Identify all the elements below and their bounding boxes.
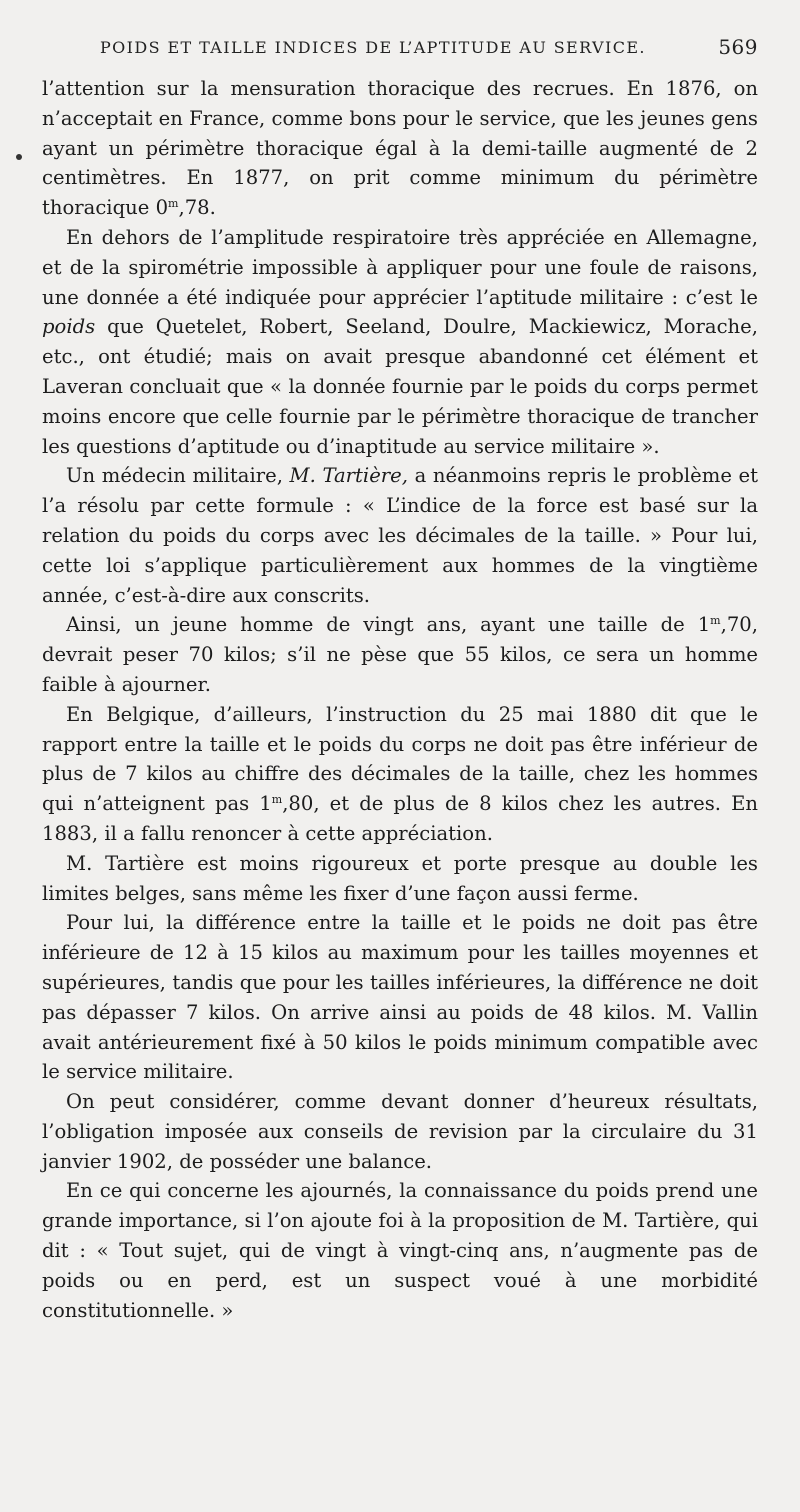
paragraph-2-text-b: que Quetelet, Robert, Seeland, Doulre, Mackiewicz, Morache, etc., ont étudié; mais on avait presque abandonné cet élément et Laveran concluait que « la donnée fournie par le poids du corps permet moins encore que celle fournie par le périmètre thoracique de trancher les questions d’aptitude ou d’inaptitude au service militaire ». bbox=[42, 315, 758, 458]
paragraph-3 bbox=[42, 461, 758, 610]
paragraph-4-text-b: ,70, devrait peser 70 kilos; s’il ne pèse que 55 kilos, ce sera un homme faible à ajourner. bbox=[42, 613, 758, 696]
paragraph-1 bbox=[42, 74, 758, 223]
paragraph-1-text-a: l’attention sur la mensuration thoracique des recrues. En 1876, on n’acceptait en France, comme bons pour le service, que les jeunes gens ayant un périmètre thoracique égal à la demi-taille augmenté de 2 centimètres. En 1877, on prit comme minimum du périmètre thoracique 0 bbox=[42, 77, 758, 220]
page-number: 569 bbox=[718, 35, 758, 59]
paragraph-6: M. Tartière est moins rigoureux et porte presque au double les limites belges, sans même les fixer d’une façon aussi ferme. bbox=[42, 851, 758, 905]
paragraph-5 bbox=[42, 700, 758, 849]
paragraph-3-text-b: a néanmoins repris le problème et l’a résolu par cette formule : « L’indice de la force est basé sur la relation du poids du corps avec les décimales de la taille. » Pour lui, cette loi s’applique particulièrement aux hommes de la vingtième année, c’est-à-dire aux conscrits. bbox=[42, 464, 758, 607]
paragraph-3-text-a: Un médecin militaire, bbox=[66, 464, 290, 488]
body-text bbox=[42, 74, 758, 1325]
paragraph-5-text-a: En Belgique, d’ailleurs, l’instruction du 25 mai 1880 dit que le rapport entre la taille et le poids du corps ne doit pas être inférieur de plus de 7 kilos au chiffre des décimales de la taille, chez les hommes qui n’atteignent pas 1 bbox=[42, 702, 758, 816]
ink-speck bbox=[16, 154, 22, 160]
paragraph-5-text-b: ,80, et de plus de 8 kilos chez les autres. En 1883, il a fallu renoncer à cette appréciation. bbox=[42, 792, 758, 845]
paragraph-7: Pour lui, la différence entre la taille et le poids ne doit pas être inférieure de 12 à 15 kilos au maximum pour les tailles moyennes et supérieures, tandis que pour les tailles inférieures, la différence ne doit pas dépasser 7 kilos. On arrive ainsi au poids de 48 kilos. M. Vallin avait antérieurement fixé à 50 kilos le poids minimum compatible avec le service militaire. bbox=[42, 911, 758, 1084]
paragraph-8: On peut considérer, comme devant donner d’heureux résultats, l’obligation imposée aux conseils de revision par la circulaire du 31 janvier 1902, de posséder une balance. bbox=[42, 1090, 758, 1173]
paragraph-1-unit-superscript: m bbox=[168, 197, 179, 211]
paragraph-4-unit-superscript: m bbox=[710, 614, 721, 628]
paragraph-2-italic: poids bbox=[42, 315, 96, 339]
running-title: POIDS ET TAILLE INDICES DE L’APTITUDE AU SERVICE. bbox=[100, 38, 646, 57]
paragraph-9: En ce qui concerne les ajournés, la connaissance du poids prend une grande importance, si l’on ajoute foi à la proposition de M. Tartière, qui dit : « Tout sujet, qui de vingt à vingt-cinq ans, n’augmente pas de poids ou en perd, est un suspect voué à une morbidité constitutionnelle. » bbox=[42, 1179, 758, 1322]
paragraph-2 bbox=[42, 223, 758, 461]
paragraph-4-text-a: Ainsi, un jeune homme de vingt ans, ayant une taille de 1 bbox=[66, 613, 711, 637]
paragraph-2-text-a: En dehors de l’amplitude respiratoire très appréciée en Allemagne, et de la spirométrie impossible à appliquer pour une foule de raisons, une donnée a été indiquée pour apprécier l’aptitude militaire : c’est le bbox=[42, 225, 758, 309]
paragraph-1-text-b: ,78. bbox=[178, 196, 216, 220]
paragraph-3-italic: M. Tartière, bbox=[289, 464, 408, 488]
paragraph-5-unit-superscript: m bbox=[271, 793, 283, 807]
paragraph-4 bbox=[42, 610, 758, 699]
